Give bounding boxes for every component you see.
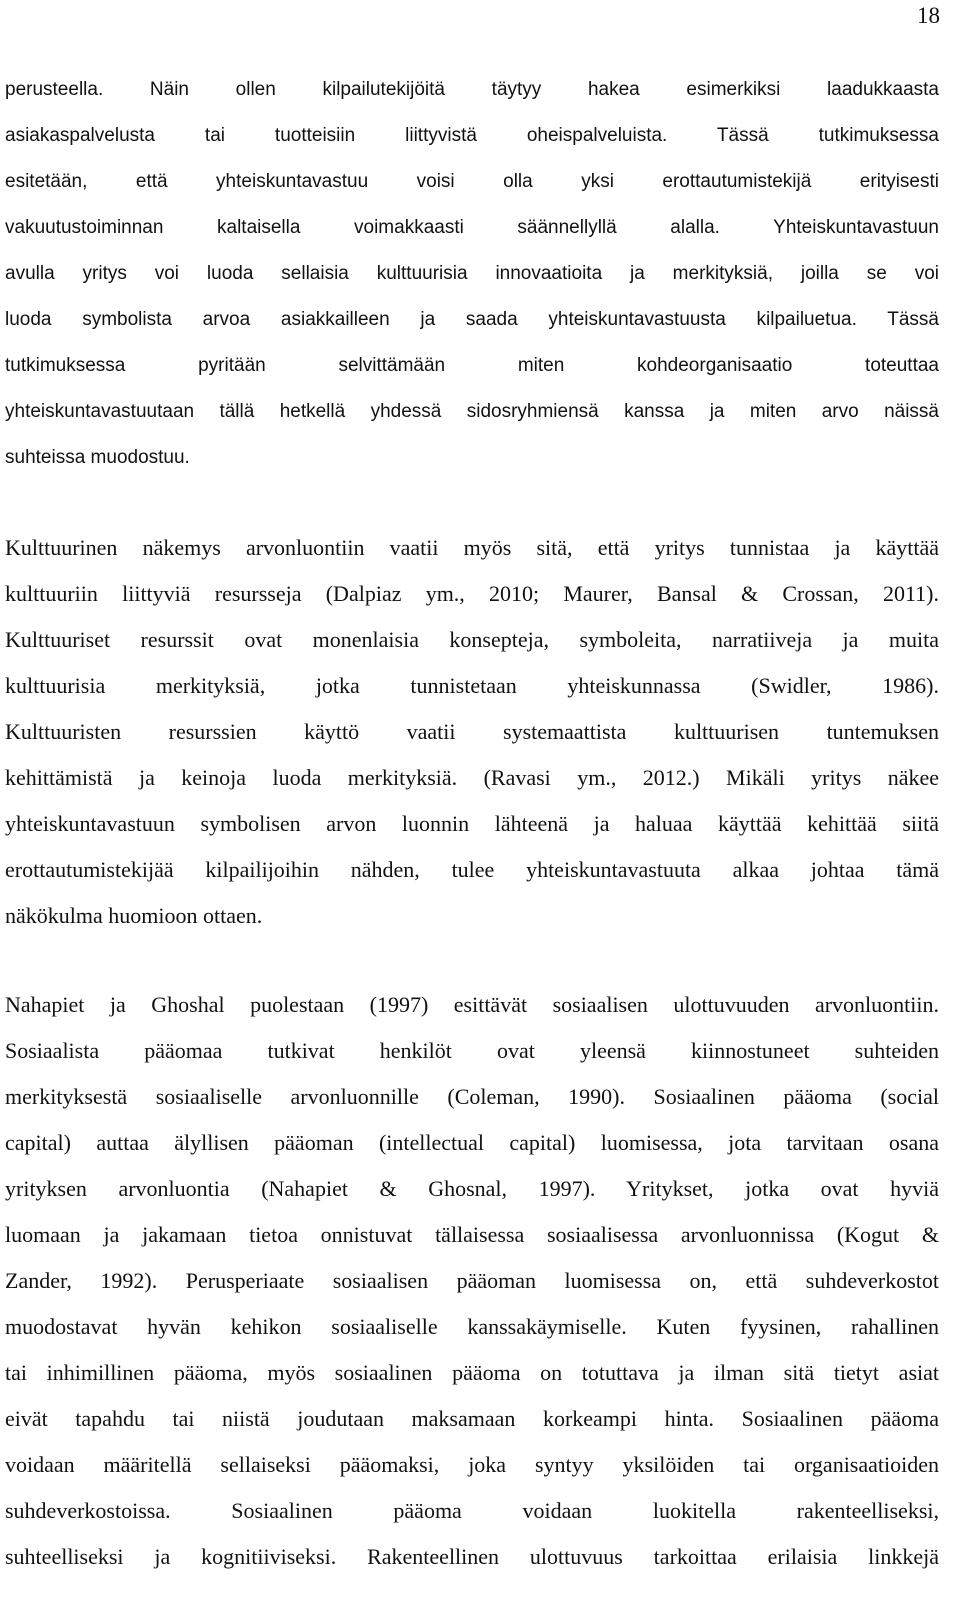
text-line: tutkimuksessa pyritään selvittämään miten kohdeorganisaatio toteuttaa bbox=[5, 355, 939, 376]
paragraph-1 bbox=[5, 67, 939, 481]
text-line: merkityksestä sosiaaliselle arvonluonnille (Coleman, 1990). Sosiaalinen pääoma (social bbox=[5, 1084, 939, 1109]
page-number: 18 bbox=[917, 3, 940, 28]
text-line: asiakaspalvelusta tai tuotteisiin liittyvistä oheispalveluista. Tässä tutkimuksessa bbox=[5, 125, 939, 146]
text-line: avulla yritys voi luoda sellaisia kulttuurisia innovaatioita ja merkityksiä, joilla se voi bbox=[5, 263, 939, 284]
text-line: suhteelliseksi ja kognitiiviseksi. Rakenteellinen ulottuvuus tarkoittaa erilaisia linkkejä bbox=[5, 1544, 939, 1569]
text-line: luomaan ja jakamaan tietoa onnistuvat tällaisessa sosiaalisessa arvonluonnissa (Kogut & bbox=[5, 1222, 939, 1247]
text-line: capital) auttaa älyllisen pääoman (intellectual capital) luomisessa, jota tarvitaan osana bbox=[5, 1130, 939, 1155]
text-line: Kulttuurinen näkemys arvonluontiin vaatii myös sitä, että yritys tunnistaa ja käyttää bbox=[5, 535, 939, 560]
text-line: eivät tapahdu tai niistä joudutaan maksamaan korkeampi hinta. Sosiaalinen pääoma bbox=[5, 1406, 939, 1431]
text-line: Sosiaalista pääomaa tutkivat henkilöt ovat yleensä kiinnostuneet suhteiden bbox=[5, 1038, 939, 1063]
text-line: luoda symbolista arvoa asiakkailleen ja saada yhteiskuntavastuusta kilpailuetua. Tässä bbox=[5, 309, 939, 330]
text-line: kulttuuriin liittyviä resursseja (Dalpiaz ym., 2010; Maurer, Bansal & Crossan, 2011). bbox=[5, 581, 939, 606]
text-line: yhteiskuntavastuutaan tällä hetkellä yhdessä sidosryhmiensä kanssa ja miten arvo näissä bbox=[5, 401, 939, 422]
paragraph-2 bbox=[5, 525, 939, 939]
text-line: Kulttuuristen resurssien käyttö vaatii systemaattista kulttuurisen tuntemuksen bbox=[5, 719, 939, 744]
text-line: suhteissa muodostuu. bbox=[5, 447, 190, 468]
text-line: Nahapiet ja Ghoshal puolestaan (1997) esittävät sosiaalisen ulottuvuuden arvonluontiin. bbox=[5, 992, 939, 1017]
text-line: muodostavat hyvän kehikon sosiaaliselle kanssakäymiselle. Kuten fyysinen, rahallinen bbox=[5, 1314, 939, 1339]
text-line: perusteella. Näin ollen kilpailutekijöitä täytyy hakea esimerkiksi laadukkaasta bbox=[5, 79, 939, 100]
text-line: voidaan määritellä sellaiseksi pääomaksi, joka syntyy yksilöiden tai organisaatioiden bbox=[5, 1452, 939, 1477]
text-line: Zander, 1992). Perusperiaate sosiaalisen pääoman luomisessa on, että suhdeverkostot bbox=[5, 1268, 939, 1293]
text-line: tai inhimillinen pääoma, myös sosiaalinen pääoma on totuttava ja ilman sitä tietyt asiat bbox=[5, 1360, 939, 1385]
text-line: kehittämistä ja keinoja luoda merkityksiä. (Ravasi ym., 2012.) Mikäli yritys näkee bbox=[5, 765, 939, 790]
text-line: yrityksen arvonluontia (Nahapiet & Ghosnal, 1997). Yritykset, jotka ovat hyviä bbox=[5, 1176, 939, 1201]
text-line: vakuutustoiminnan kaltaisella voimakkaasti säännellyllä alalla. Yhteiskuntavastuun bbox=[5, 217, 939, 238]
text-line: kulttuurisia merkityksiä, jotka tunnistetaan yhteiskunnassa (Swidler, 1986). bbox=[5, 673, 939, 698]
text-line: suhdeverkostoissa. Sosiaalinen pääoma voidaan luokitella rakenteelliseksi, bbox=[5, 1498, 939, 1523]
text-line: näkökulma huomioon ottaen. bbox=[5, 903, 263, 928]
text-line: erottautumistekijää kilpailijoihin nähden, tulee yhteiskuntavastuuta alkaa johtaa tämä bbox=[5, 857, 939, 882]
text-line: esitetään, että yhteiskuntavastuu voisi olla yksi erottautumistekijä erityisesti bbox=[5, 171, 939, 192]
text-line: Kulttuuriset resurssit ovat monenlaisia konsepteja, symboleita, narratiiveja ja muita bbox=[5, 627, 939, 652]
text-line: yhteiskuntavastuun symbolisen arvon luonnin lähteenä ja haluaa käyttää kehittää siitä bbox=[5, 811, 939, 836]
paragraph-3 bbox=[5, 982, 939, 1580]
